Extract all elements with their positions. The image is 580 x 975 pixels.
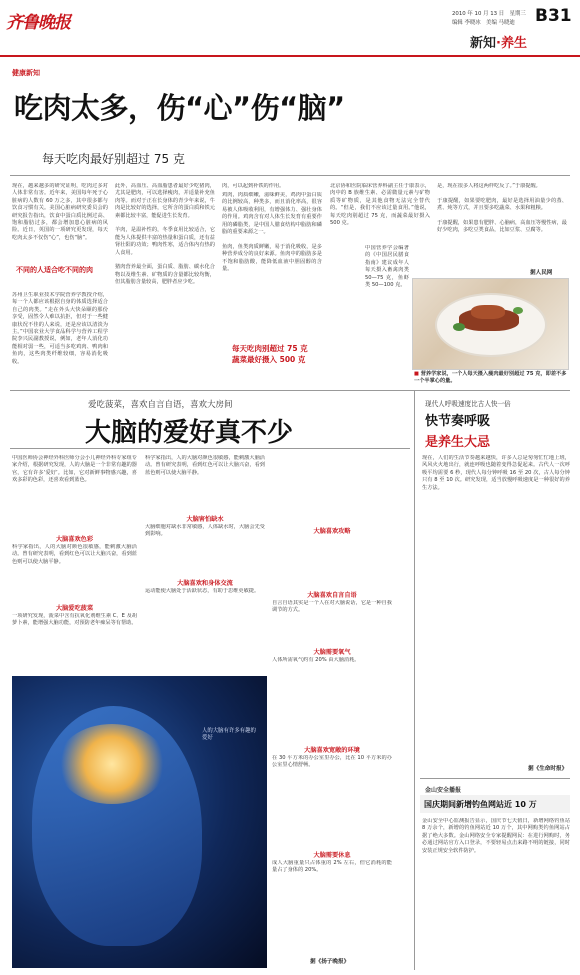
section-tail: ·养生 <box>496 36 527 51</box>
brain-p2: 一项研究发现，菠菜中含有抗氧化剂维生素 C、E 及胡萝卜素，能增强大脑功能，对预防老年痴呆等有帮助。 <box>12 613 137 627</box>
meat-slice <box>471 305 505 319</box>
brain-h6: 大脑需要氧气 <box>313 649 351 656</box>
lead-col-3: 鸡肉，肉质细嫩，滋味鲜美，鸡肉中蛋白质的比例较高，种类多，而且消化率高，很容易被人体吸收利用，有增强体力、强壮身体的作用。鸡肉含有对人体生长发育有重要作用的磷脂类，是中国人膳食结构中脂肪和磷脂的重要来源之一。 鱼肉，鱼类肉质鲜嫩，易于消化吸收，是多种营养成分的良好来源。鱼肉中的脂肪多是不饱和脂肪酸，能降低血液中胆固醇的含量。 <box>222 192 322 273</box>
lead-subtitle: 每天吃肉最好别超过 75 克 <box>42 152 185 166</box>
section-brand: 新知 <box>470 36 497 51</box>
masthead-rule <box>0 55 580 57</box>
page-number: B31 <box>535 6 572 26</box>
brain-h1: 大脑喜欢色彩 <box>55 536 94 543</box>
lead-col-5: 是，现在很多人将这两样吃反了。”于康提醒。 于康提醒，如果要吃肥肉，最好是选择用油量少的蒸、煮、炖等方式，并且要多吃蔬菜、水果和粗粮。 于康提醒，如果患有肥胖、心脑病，高血压等慢性病，最好少吃肉，多吃豆类食品，比如豆浆、豆腐等。 <box>437 183 567 234</box>
garnish <box>453 323 465 331</box>
lead-highlight-1: 每天吃肉别超过 75 克 <box>232 344 308 353</box>
right1-body: 现在，人们的生活节奏越来越快，许多人总是匆匆忙忙地上班，风风火火地出行，就连呼吸也随着变得急促起来。古代人一次呼吸平均需要 6 秒，现代人每分钟呼吸 16 至 20 次，古人每分钟只有 8 至 10 次。研究发现，适当放慢呼吸速度是一种很好的养生方法。 <box>422 455 570 491</box>
brain-h9: 大脑需要休息 <box>313 852 351 859</box>
brain-sign: 据《扬子晚报》 <box>310 959 350 965</box>
brain-p5: 自言自语其实是一个人在对大脑说话，它是一种自我调节的方式。 <box>272 600 392 614</box>
right-divider <box>420 778 570 779</box>
lead-title: 吃肉太多，伤“心”伤“脑” <box>14 91 345 125</box>
right2-title-text: 国庆期间新增钓鱼网站近 10 万 <box>424 800 537 809</box>
garnish <box>513 307 523 314</box>
right1-sign: 据《生命时报》 <box>528 766 568 772</box>
brain-intro: 中国医师协会神经外科医师分会小儿神经外科专家组专家介绍，根据研究发现，人的大脑是一个非常有趣的器官，它有许多‘爱好’。比如，它对新鲜事物感兴趣，喜欢多彩的色彩，还喜欢看到蓝色。 <box>12 455 137 484</box>
brain-image <box>12 676 267 968</box>
right1-title-1: 快节奏呼吸 <box>425 414 491 429</box>
brain-h5: 大脑喜欢自言自语 <box>307 592 357 599</box>
lead-divider <box>10 175 570 176</box>
brain-h2: 大脑爱吃菠菜 <box>55 605 94 612</box>
food-photo <box>412 278 569 370</box>
brain-h7: 大脑喜欢攻略 <box>313 528 351 535</box>
brain-h3: 大脑害怕缺水 <box>186 516 224 523</box>
brain-glow <box>57 724 167 804</box>
date-line: 2010 年 10 月 13 日 星期三 <box>452 11 526 17</box>
brain-divider <box>10 448 410 449</box>
lead-col-1: 现在，越来越多的研究证明，吃肉过多对人体非常有害。近年来，美国每年死于心脏病的人数有 60 万之多，其中很多都与饮食习惯有关。美国心脏病研究委员会的研究报告指出，饮食中蛋白质比例过高、饱和脂肪过多，都会增加患心脏病的风险。近日，英国的一项研究更发现，每天吃肉太多不仅伤“心”，也伤“脑”。 <box>12 183 108 241</box>
lead-col1-head: 不同的人适合吃不同的肉 <box>16 266 93 274</box>
lead-col-1b: 苏州卫生职业技术学院营养学教授介绍，每一个人都应该根据自身的体质选择适合自己的肉类。“走在外头大快朵颐的那份享受，固然令人难以抗拒，但对于一些健康状况不佳的人来说，还是应该以清淡为主。”中国农业大学食品科学与营养工程学院李兴民副教授说，例如，老年人消化功能相对弱一些，可适当多吃鸡肉、鸭肉和鱼肉，这些肉类纤维较细，容易消化吸收。 <box>12 292 108 365</box>
lead-col-2: 此外，高血压、高血脂患者最好少吃猪肉，尤其是肥肉，可以选择瘦肉，并适量补充鱼肉等。而对于正在长身体的青少年来说，牛肉是比较好的选择，它所含的蛋白质和铁元素都比较丰富，能促进生长发育。 羊肉，是温补性的，冬季食用比较适合，它能为人体提供丰富的热量和蛋白质，还有益肾壮阳的功效；鸭肉性寒，适合体内有热的人食用。 猪肉营养最全面，蛋白质、脂肪、碳水化合物以及维生素、矿物质的含量都比较均衡，但其脂肪含量较高，肥胖者应少吃。 <box>115 183 215 286</box>
right2-kicker: 金山安全播报 <box>425 787 462 794</box>
column-separator <box>414 390 415 970</box>
lead-col-4: 北京协和医院临床营养科副主任于康表示，肉中的 B 族维生素、必需微量元素与矿物质等矿物质，是其他食物无法完全替代的。“但是，我们不应该过量食用。”他说，每天吃肉别超过 75 克，而蔬菜最好摄入 500 克。 <box>330 183 430 227</box>
caption-marker-icon: ■ <box>414 371 419 377</box>
photo-caption: ■ 营养学家说，一个人每天摄入瘦肉最好别超过 75 克，即差不多一个半掌心的量。 <box>414 371 567 384</box>
lead-col-4b: 中国营养学会编著的《中国居民膳食指南》建议成年人每天摄入畜禽肉类 50—75 克，鱼虾类 50—100 克。 <box>365 245 409 289</box>
brain-title: 大脑的爱好真不少 <box>85 418 294 448</box>
right1-title-2: 是养生大忌 <box>425 435 491 450</box>
brain-col2-top: 科学家指出，人的大脑对颜色很敏感，能刺激大脑活动。曾有研究表明，看到红色可以让大脑兴奋，看到蓝色则可以使大脑平静。 <box>145 455 265 476</box>
brain-p3: 大脑细胞对缺水非常敏感，人体缺水时，大脑会先受到影响。 <box>145 524 265 538</box>
brain-h8: 大脑喜欢宽敞的环境 <box>304 747 360 754</box>
brain-p6: 人体所需氧气约有 20% 由大脑消耗。 <box>272 657 360 663</box>
brain-p9: 成人大脑重量只占体重的 2% 左右，但它消耗的能量占了身体的 20%。 <box>272 860 392 874</box>
lead-highlight-2: 蔬菜最好摄入 500 克 <box>232 355 306 364</box>
lead-bottom-divider <box>10 390 570 391</box>
brain-p8: 在 30 平方米的办公室里办公，比在 10 平方米的办公室里心情舒畅。 <box>272 755 392 769</box>
brain-p4: 运动能使大脑处于活跃状态，有助于思维更敏捷。 <box>145 588 260 594</box>
brain-kicker: 爱吃菠菜，喜欢自言自语，喜欢大房间 <box>88 400 233 410</box>
right2-body: 金山安全中心监测报告显示，国庆节七天假日，新增网络钓鱼站 8 万余个，新增的钓鱼网站近 10 万个，其中网购类钓鱼网站占据了绝大多数。金山网络安全专家提醒网民：在进行网购时，务必通过网站官方入口登录，不要轻易点击来路不明的链接，同时安装正规安全软件防护。 <box>422 818 570 854</box>
lead-kicker: 健康新知 <box>12 69 40 77</box>
section-title <box>470 32 527 51</box>
right2-title <box>420 795 570 813</box>
logo: 齐鲁晚报 <box>6 13 70 33</box>
brain-p1: 科学家指出，人的大脑对颜色很敏感，能刺激大脑活动。曾有研究表明，看到红色可以让大脑兴奋，看到蓝色则可以使大脑平静。 <box>12 544 137 565</box>
lead-col5-sign: 据人民网 <box>530 270 553 276</box>
editor-line: 编辑 李晓冰 美编 马晓迪 <box>452 20 515 26</box>
brain-h4: 大脑喜欢和身体交流 <box>177 580 233 587</box>
right1-kicker: 现代人呼吸速度比古人快一倍 <box>425 400 511 408</box>
brain-caption: 人的大脑有许多有趣的爱好 <box>202 728 256 741</box>
lead-col-3a: 肉，可以起到补铁的作用。 <box>222 183 285 189</box>
